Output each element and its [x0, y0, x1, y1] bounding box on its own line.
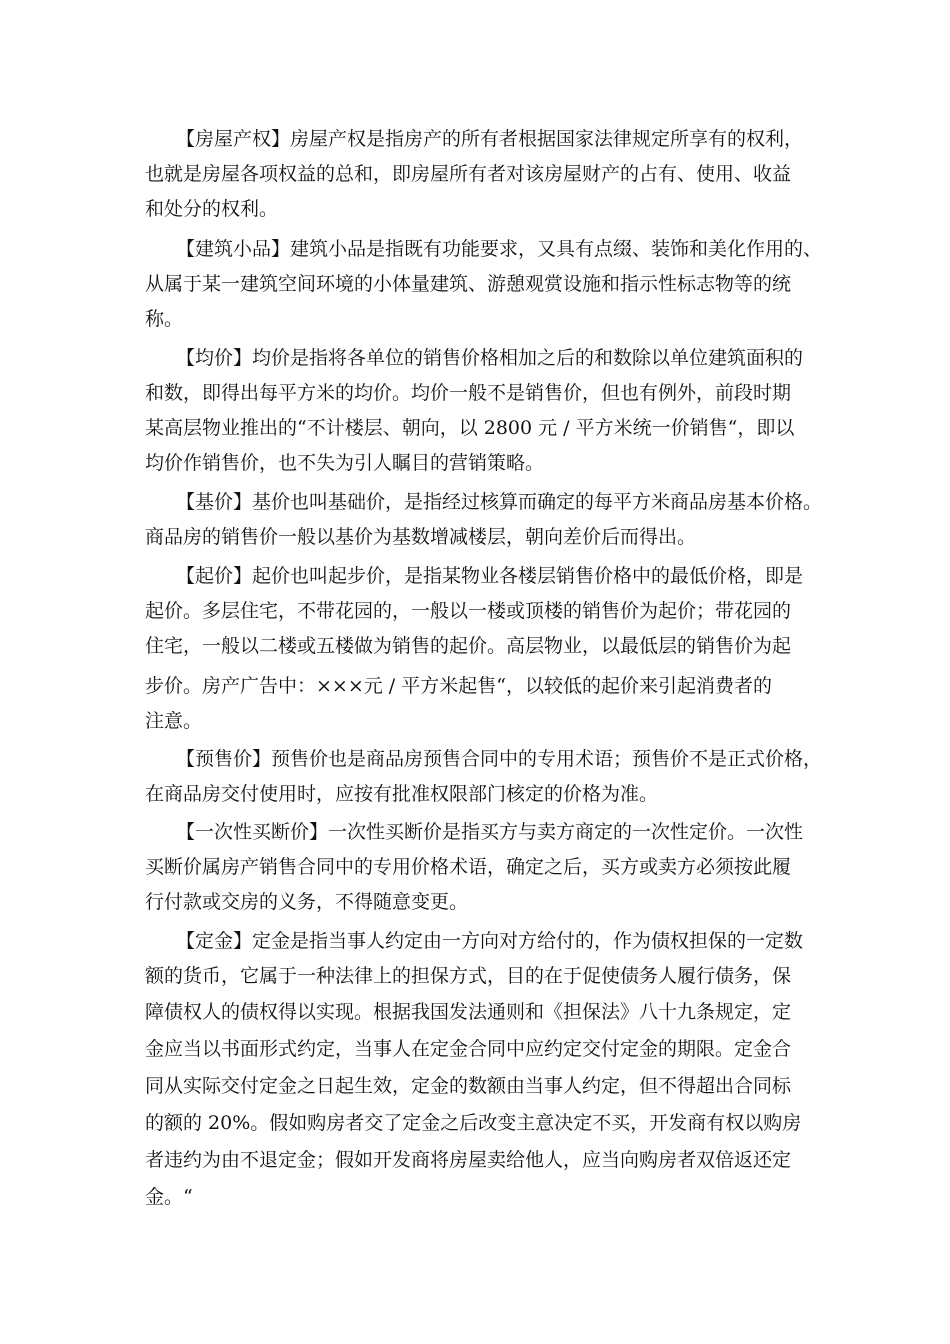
text-line: 住宅，一般以二楼或五楼做为销售的起价。高层物业，以最低层的销售价为起	[145, 635, 792, 657]
text-line: 【起价】起价也叫起步价，是指某物业各楼层销售价格中的最低价格，即是	[176, 565, 804, 587]
text-line: 金应当以书面形式约定，当事人在定金合同中应约定交付定金的期限。定金合	[145, 1038, 792, 1060]
text-line: 和数，即得出每平方米的均价。均价一般不是销售价，但也有例外，前段时期	[145, 382, 792, 404]
text-line: 【一次性买断价】一次性买断价是指买方与卖方商定的一次性定价。一次性	[176, 821, 804, 843]
text-line: 行付款或交房的义务，不得随意变更。	[145, 891, 469, 913]
text-line: 步价。房产广告中：×××元 / 平方米起售“，以较低的起价来引起消费者的	[145, 675, 772, 697]
text-line: 均价作销售价，也不失为引人瞩目的营销策略。	[145, 452, 545, 474]
text-line: 的额的 20%。假如购房者交了定金之后改变主意决定不买，开发商有权以购房	[145, 1112, 802, 1134]
text-line: 【房屋产权】房屋产权是指房产的所有者根据国家法律规定所享有的权利，	[176, 128, 804, 150]
text-line: 注意。	[145, 710, 203, 732]
text-line: 从属于某一建筑空间环境的小体量建筑、游憩观赏设施和指示性标志物等的统	[145, 273, 792, 295]
text-line: 【定金】定金是指当事人约定由一方向对方给付的，作为债权担保的一定数	[176, 930, 804, 952]
text-line: 起价。多层住宅，不带花园的，一般以一楼或顶楼的销售价为起价；带花园的	[145, 600, 792, 622]
text-line: 金。“	[145, 1186, 193, 1208]
text-line: 称。	[145, 308, 184, 330]
text-line: 买断价属房产销售合同中的专用价格术语，确定之后，买方或卖方必须按此履	[145, 856, 792, 878]
text-line: 和处分的权利。	[145, 198, 279, 220]
text-line: 【建筑小品】建筑小品是指既有功能要求，又具有点缀、装饰和美化作用的、	[176, 238, 823, 260]
text-line: 商品房的销售价一般以基价为基数增减楼层，朝向差价后而得出。	[145, 526, 697, 548]
text-line: 额的货币，它属于一种法律上的担保方式，目的在于促使债务人履行债务，保	[145, 965, 792, 987]
text-line: 【预售价】预售价也是商品房预售合同中的专用术语；预售价不是正式价格，	[176, 748, 823, 770]
text-line: 在商品房交付使用时，应按有批准权限部门核定的价格为准。	[145, 783, 659, 805]
text-line: 某高层物业推出的“不计楼层、朝向，以 2800 元 / 平方米统一价销售“，即以	[145, 417, 795, 439]
text-line: 【基价】基价也叫基础价，是指经过核算而确定的每平方米商品房基本价格。	[176, 491, 823, 513]
text-line: 【均价】均价是指将各单位的销售价格相加之后的和数除以单位建筑面积的	[176, 347, 804, 369]
text-line: 障债权人的债权得以实现。根据我国发法通则和《担保法》八十九条规定，定	[145, 1001, 792, 1023]
text-line: 同从实际交付定金之日起生效，定金的数额由当事人约定，但不得超出合同标	[145, 1075, 792, 1097]
text-line: 者违约为由不退定金；假如开发商将房屋卖给他人，应当向购房者双倍返还定	[145, 1149, 792, 1171]
text-line: 也就是房屋各项权益的总和，即房屋所有者对该房屋财产的占有、使用、收益	[145, 163, 792, 185]
